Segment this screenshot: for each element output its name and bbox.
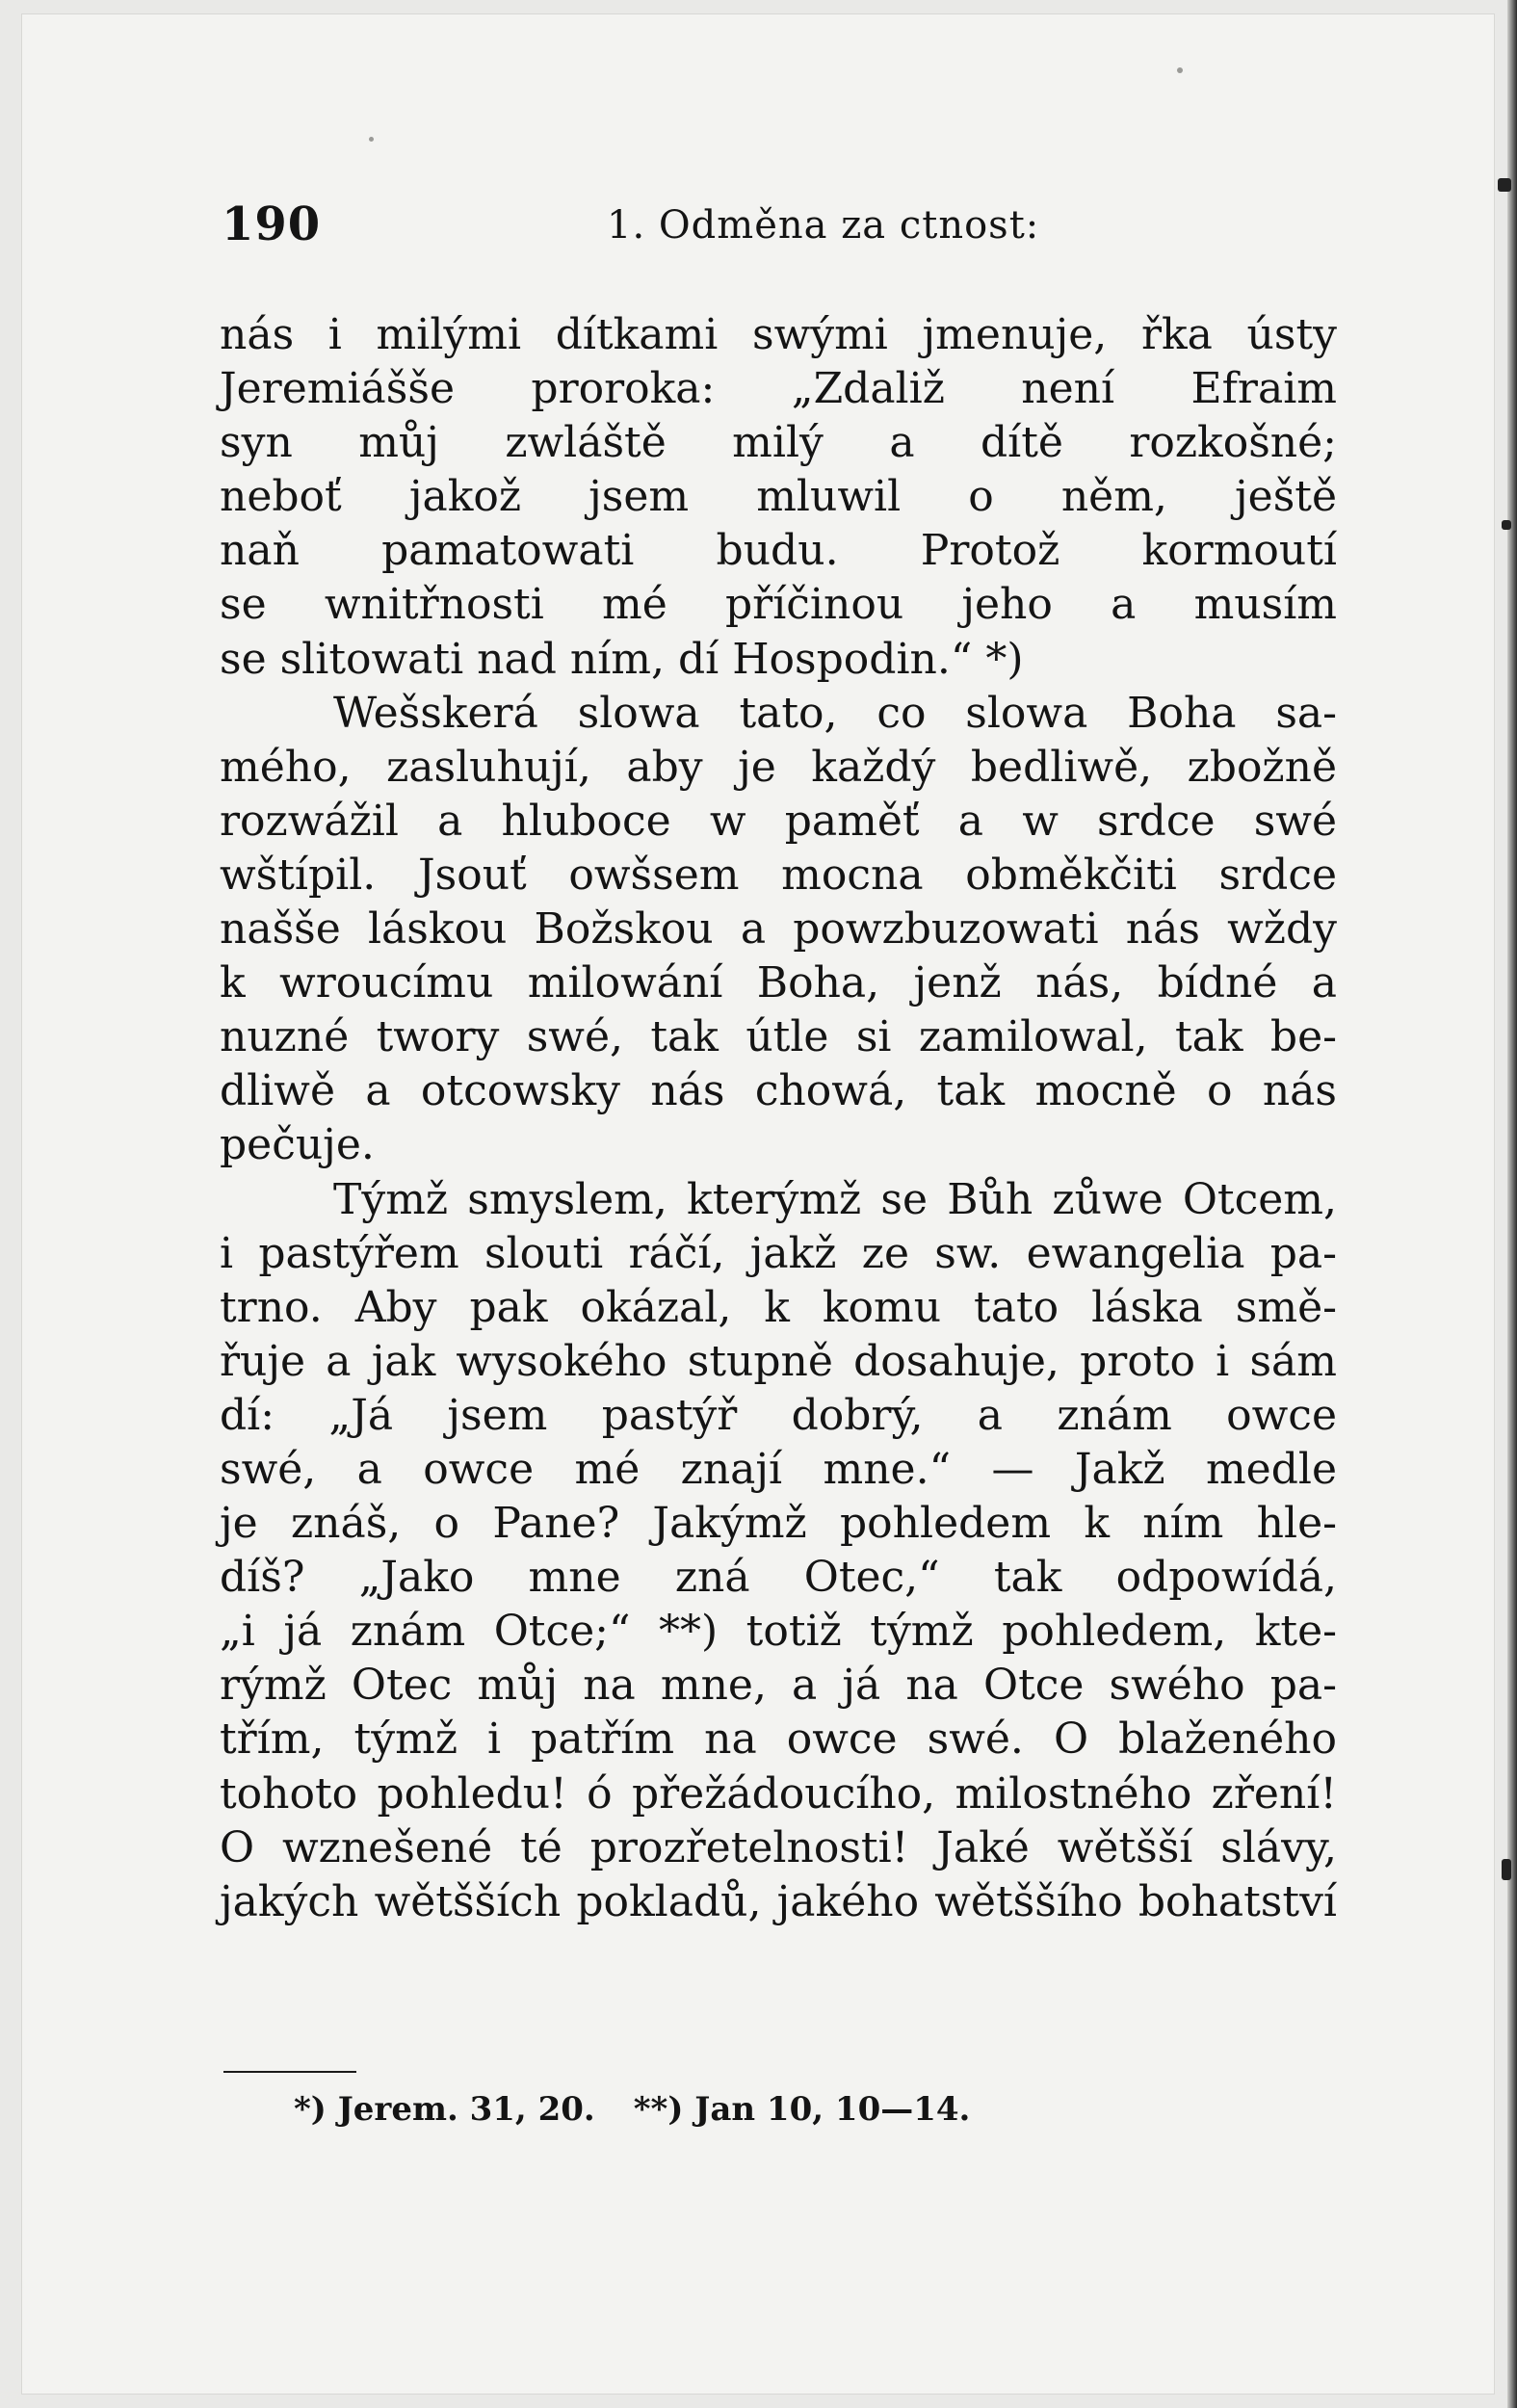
paper-speck <box>1177 67 1183 73</box>
text-line: nás i milými dítkami swými jmenuje, řka ústy <box>220 310 1337 359</box>
text-line: Jeremiášše proroka: „Zdaliž není Efraim <box>220 364 1337 414</box>
text-line: mého, zasluhují, aby je každý bedliwě, zbožně <box>220 742 1337 792</box>
text-line: se slitowati nad ním, dí Hospodin.“ *) <box>220 634 1024 684</box>
text-line: řuje a jak wysokého stupně dosahuje, proto i sám <box>220 1336 1337 1386</box>
page-header <box>222 197 1329 255</box>
text-line: neboť jakož jsem mluwil o něm, ještě <box>220 472 1337 522</box>
paper-speck <box>369 137 374 142</box>
text-line: třím, týmž i patřím na owce swé. O blaženého <box>220 1714 1337 1765</box>
text-line: k wroucímu milowání Boha, jenž nás, bídné a <box>220 958 1337 1008</box>
edge-speck <box>1502 520 1511 530</box>
edge-speck <box>1498 178 1511 192</box>
text-line: dí: „Já jsem pastýř dobrý, a znám owce <box>220 1390 1337 1440</box>
running-title: 1. Odměna za ctnost: <box>607 203 1040 248</box>
text-line: „i já znám Otce;“ **) totiž týmž pohledem, kte- <box>220 1607 1337 1657</box>
footnotes <box>294 2090 970 2129</box>
text-line: pečuje. <box>220 1120 375 1170</box>
text-line: dliwě a otcowsky nás chowá, tak mocně o nás <box>220 1066 1337 1116</box>
page-edge <box>1507 0 1517 2408</box>
text-line: trno. Aby pak okázal, k komu tato láska smě- <box>220 1282 1337 1332</box>
text-line: rýmž Otec můj na mne, a já na Otce swého pa- <box>220 1661 1337 1711</box>
text-line: syn můj zwláště milý a dítě rozkošné; <box>220 418 1337 468</box>
text-line: se wnitřnosti mé příčinou jeho a musím <box>220 580 1337 630</box>
text-line: jakých wětšších pokladů, jakého wětššího bohatství <box>220 1876 1337 1926</box>
text-line: naň pamatowati budu. Protož kormoutí <box>220 526 1337 576</box>
text-line: rozwážil a hluboce w paměť a w srdce swé <box>220 796 1337 846</box>
text-line: našše láskou Božskou a powzbuzowati nás wždy <box>220 904 1337 955</box>
footnote-rule <box>223 2071 356 2073</box>
text-line: O wznešené té prozřetelnosti! Jaké wětšší slávy, <box>220 1822 1337 1872</box>
text-line: tohoto pohledu! ó přežádoucího, milostného zření! <box>220 1768 1337 1819</box>
text-line: nuzné twory swé, tak útle si zamilowal, tak be- <box>220 1012 1337 1062</box>
text-line: díš? „Jako mne zná Otec,“ tak odpowídá, <box>220 1553 1337 1603</box>
body-text <box>220 308 1337 1929</box>
paragraph-first-line: Týmž smyslem, kterýmž se Bůh zůwe Otcem, <box>333 1174 1337 1224</box>
text-line: swé, a owce mé znají mne.“ — Jakž medle <box>220 1444 1337 1494</box>
footnote-1: *) Jerem. 31, 20. <box>294 2090 595 2129</box>
paragraph-first-line: Wešskerá slowa tato, co slowa Boha sa- <box>333 688 1337 738</box>
edge-speck <box>1502 1859 1511 1880</box>
text-line: i pastýřem slouti ráčí, jakž ze sw. ewangelia pa- <box>220 1228 1337 1278</box>
text-line: je znáš, o Pane? Jakýmž pohledem k ním hle- <box>220 1499 1337 1549</box>
footnote-2: **) Jan 10, 10—14. <box>633 2090 971 2129</box>
page-number: 190 <box>222 197 322 251</box>
text-line: wštípil. Jsouť owšsem mocna obměkčiti srdce <box>220 850 1337 900</box>
